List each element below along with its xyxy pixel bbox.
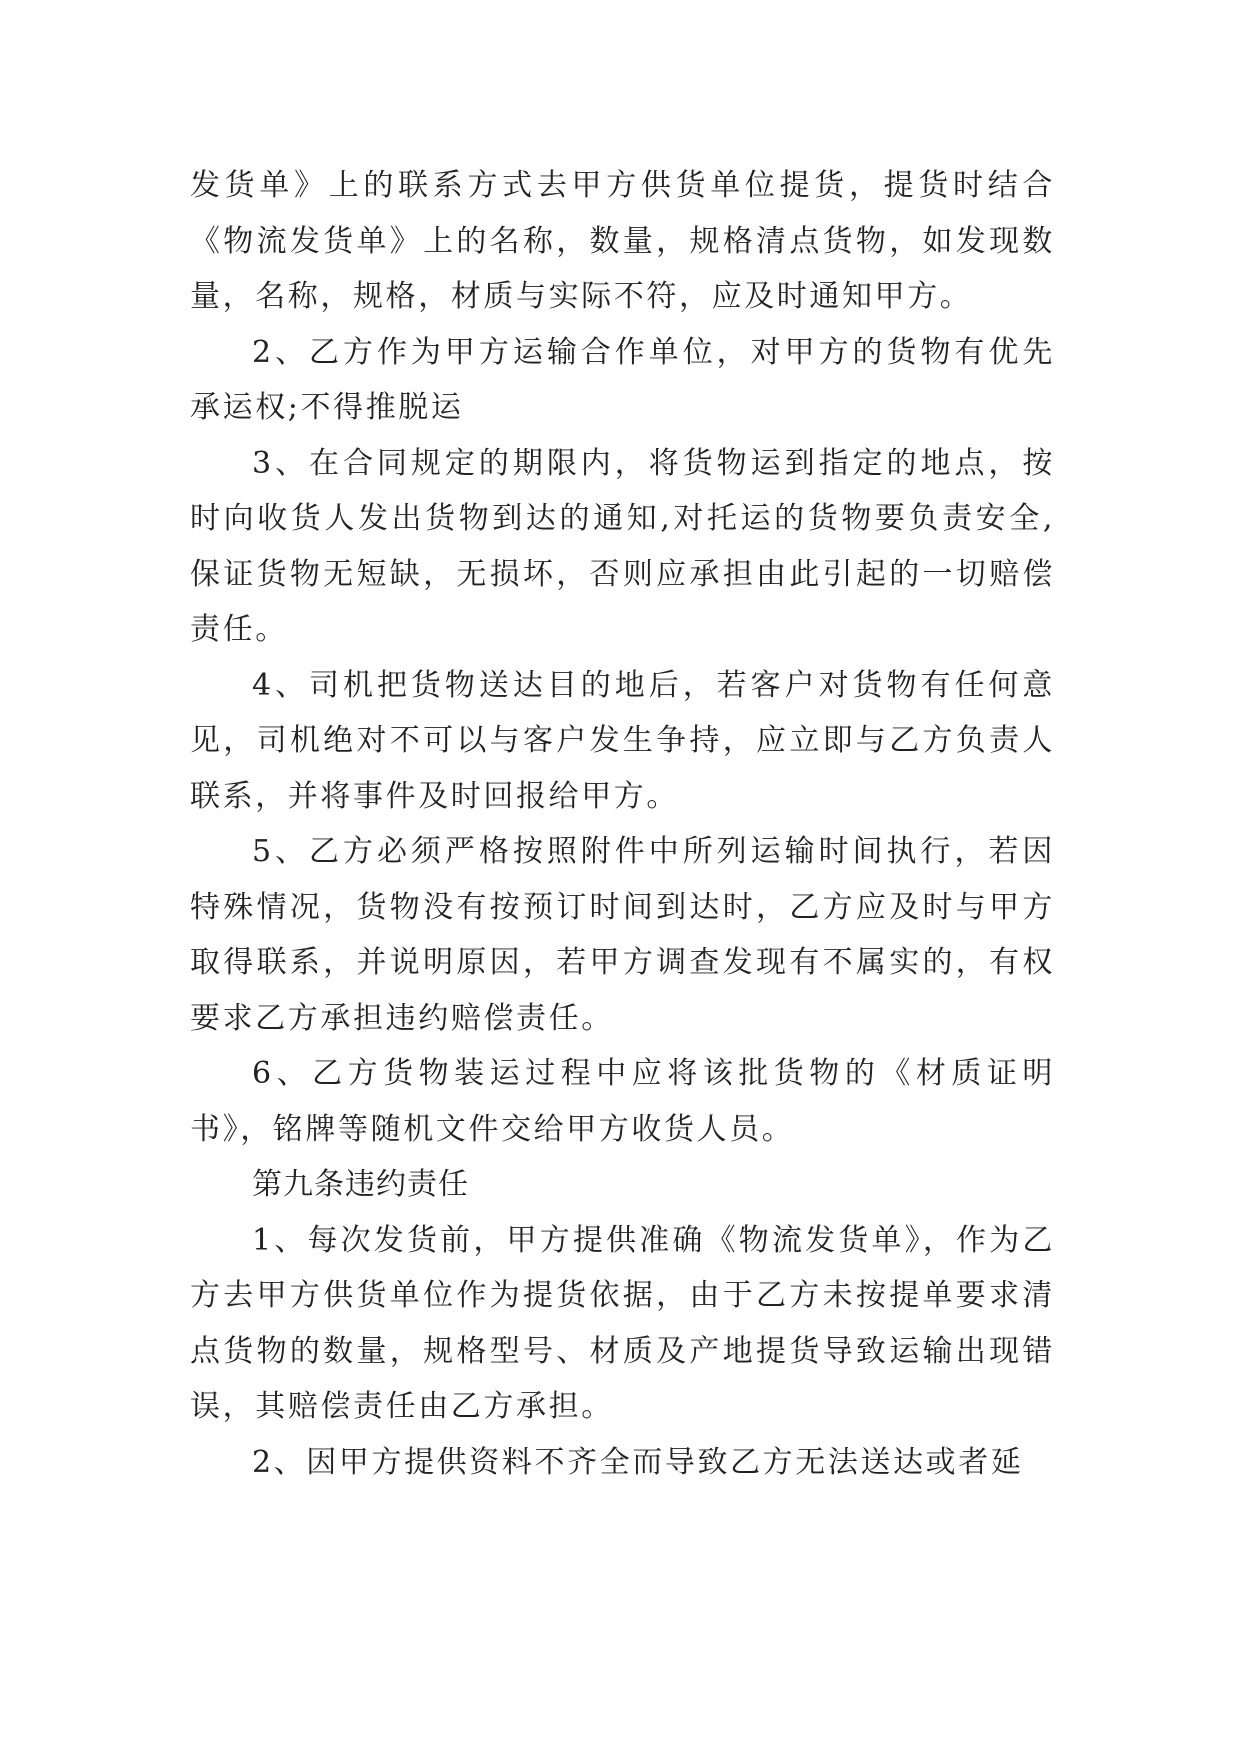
clause-item-6: 6、乙方货物装运过程中应将该批货物的《材质证明书》，铭牌等随机文件交给甲方收货人员。: [190, 1056, 1055, 1147]
document-body: [190, 158, 1055, 1490]
clause-item-2: 2、乙方作为甲方运输合作单位，对甲方的货物有优先承运权;不得推脱运: [190, 334, 1055, 425]
article-9-clause-2: 2、因甲方提供资料不齐全而导致乙方无法送达或者延: [252, 1444, 1024, 1480]
article-9-heading: 第九条违约责任: [252, 1167, 469, 1202]
continuation-paragraph: 发货单》上的联系方式去甲方供货单位提货，提货时结合《物流发货单》上的名称，数量，规格清点货物，如发现数量，名称，规格，材质与实际不符，应及时通知甲方。: [190, 168, 1055, 314]
clause-item-4: 4、司机把货物送达目的地后，若客户对货物有任何意见，司机绝对不可以与客户发生争持，应立即与乙方负责人联系，并将事件及时回报给甲方。: [190, 667, 1055, 814]
clause-item-5: 5、乙方必须严格按照附件中所列运输时间执行，若因特殊情况，货物没有按预订时间到达时，乙方应及时与甲方取得联系，并说明原因，若甲方调查发现有不属实的，有权要求乙方承担违约赔偿责任。: [190, 834, 1055, 1036]
clause-item-3: 3、在合同规定的期限内，将货物运到指定的地点，按时向收货人发出货物到达的通知,对托运的货物要负责安全,保证货物无短缺，无损坏，否则应承担由此引起的一切赔偿责任。: [190, 445, 1055, 647]
article-9-clause-1: 1、每次发货前，甲方提供准确《物流发货单》，作为乙方去甲方供货单位作为提货依据，由于乙方未按提单要求清点货物的数量，规格型号、材质及产地提货导致运输出现错误，其赔偿责任由乙方承担。: [190, 1222, 1055, 1424]
